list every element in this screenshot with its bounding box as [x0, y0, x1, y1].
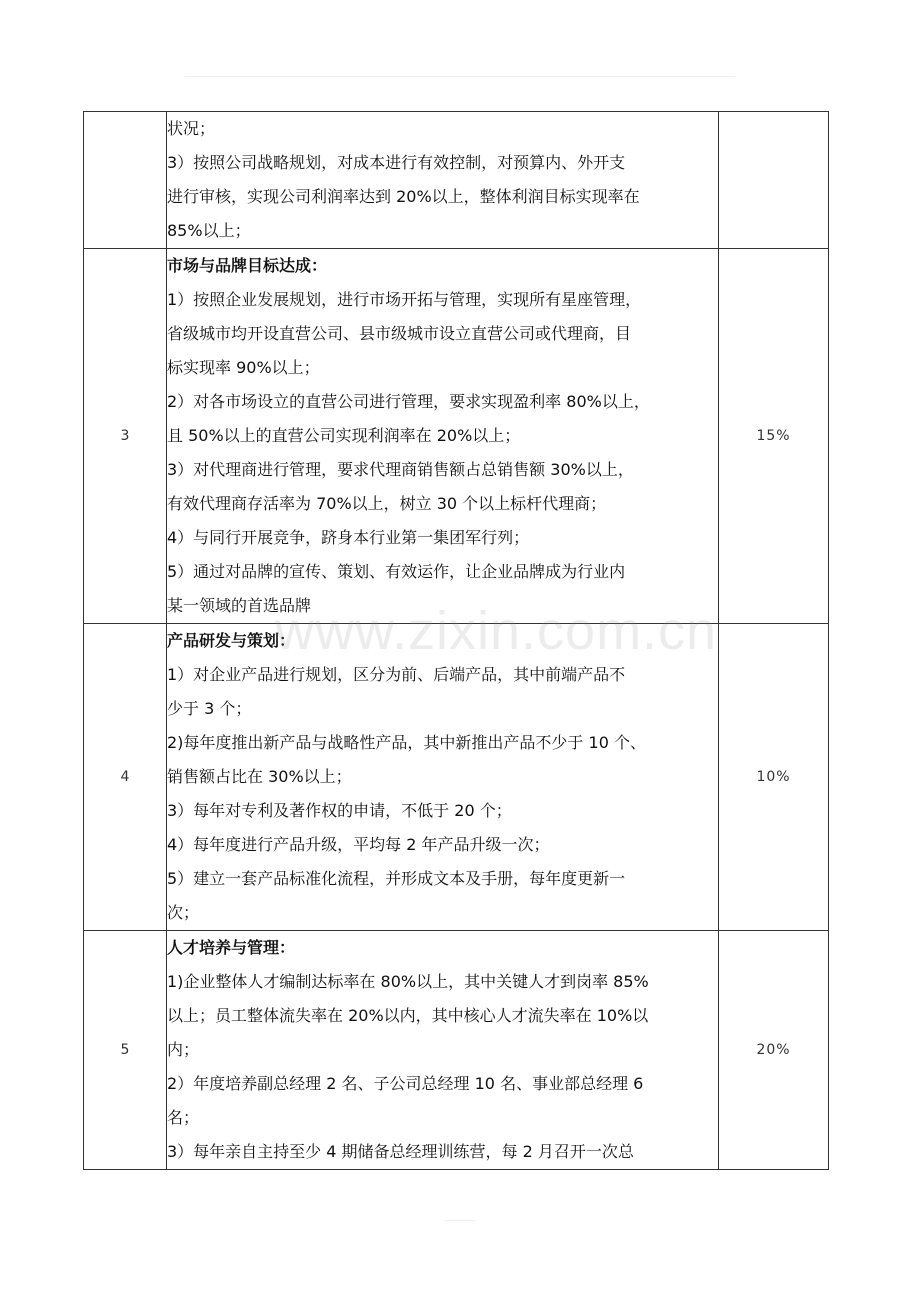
content-line: 85%以上；: [167, 221, 251, 240]
content-line: 5）建立一套产品标准化流程，并形成文本及手册，每年度更新一: [167, 869, 626, 888]
content-line: 某一领域的首选品牌: [167, 596, 312, 615]
content-line: 省级城市均开设直营公司、县市级城市设立直营公司或代理商，目: [167, 324, 632, 343]
section-title: 产品研发与策划：: [167, 631, 296, 650]
watermark: www.zixin.com.cn: [275, 601, 718, 661]
content-line: 名；: [167, 1108, 200, 1127]
table-row: [84, 112, 829, 249]
content-line: 1）按照企业发展规划，进行市场开拓与管理，实现所有星座管理，: [167, 290, 642, 309]
row-content: [167, 112, 719, 249]
row-number: 5: [84, 931, 167, 1170]
kpi-table: [83, 111, 829, 1170]
footer-mark: [444, 1220, 476, 1221]
content-line: 1)企业整体人才编制达标率在 80%以上，其中关键人才到岗率 85%: [167, 972, 649, 991]
content-line: 2）对各市场设立的直营公司进行管理，要求实现盈利率 80%以上，: [167, 392, 650, 411]
content-line: 次；: [167, 903, 200, 922]
table-row: [84, 249, 829, 624]
content-line: 且 50%以上的直营公司实现利润率在 20%以上；: [167, 426, 521, 445]
row-content: [167, 931, 719, 1170]
section-title: 人才培养与管理：: [167, 938, 296, 957]
content-line: 少于 3 个；: [167, 699, 252, 718]
content-line: 3）每年亲自主持至少 4 期储备总经理训练营，每 2 月召开一次总: [167, 1142, 634, 1161]
content-line: 3）对代理商进行管理，要求代理商销售额占总销售额 30%以上，: [167, 460, 634, 479]
row-weight: 15%: [719, 249, 829, 624]
content-line: 1）对企业产品进行规划，区分为前、后端产品，其中前端产品不: [167, 665, 626, 684]
content-line: 内；: [167, 1040, 200, 1059]
content-line: 以上；员工整体流失率在 20%以内，其中核心人才流失率在 10%以: [167, 1006, 649, 1025]
header-rule: [185, 76, 735, 77]
section-title: 市场与品牌目标达成：: [167, 256, 328, 275]
content-line: 状况；: [167, 119, 216, 138]
content-line: 3）每年对专利及著作权的申请，不低于 20 个；: [167, 801, 512, 820]
content-line: 4）每年度进行产品升级，平均每 2 年产品升级一次；: [167, 835, 550, 854]
content-line: 3）按照公司战略规划，对成本进行有效控制，对预算内、外开支: [167, 153, 626, 172]
table-row: [84, 931, 829, 1170]
row-number: [84, 112, 167, 249]
content-line: 2）年度培养副总经理 2 名、子公司总经理 10 名、事业部总经理 6: [167, 1074, 644, 1093]
content-line: 2)每年度推出新产品与战略性产品，其中新推出产品不少于 10 个、: [167, 733, 646, 752]
table-row: [84, 624, 829, 931]
content-line: 标实现率 90%以上；: [167, 358, 320, 377]
row-weight: 10%: [719, 624, 829, 931]
row-weight: [719, 112, 829, 249]
content-line: 销售额占比在 30%以上；: [167, 767, 352, 786]
row-weight: 20%: [719, 931, 829, 1170]
row-content: [167, 624, 719, 931]
content-line: 5）通过对品牌的宣传、策划、有效运作，让企业品牌成为行业内: [167, 562, 626, 581]
content-line: 4）与同行开展竞争，跻身本行业第一集团军行列；: [167, 528, 530, 547]
content-line: 有效代理商存活率为 70%以上，树立 30 个以上标杆代理商；: [167, 494, 607, 513]
row-number: 3: [84, 249, 167, 624]
row-number: 4: [84, 624, 167, 931]
content-line: 进行审核，实现公司利润率达到 20%以上，整体利润目标实现率在: [167, 187, 640, 206]
row-content: [167, 249, 719, 624]
